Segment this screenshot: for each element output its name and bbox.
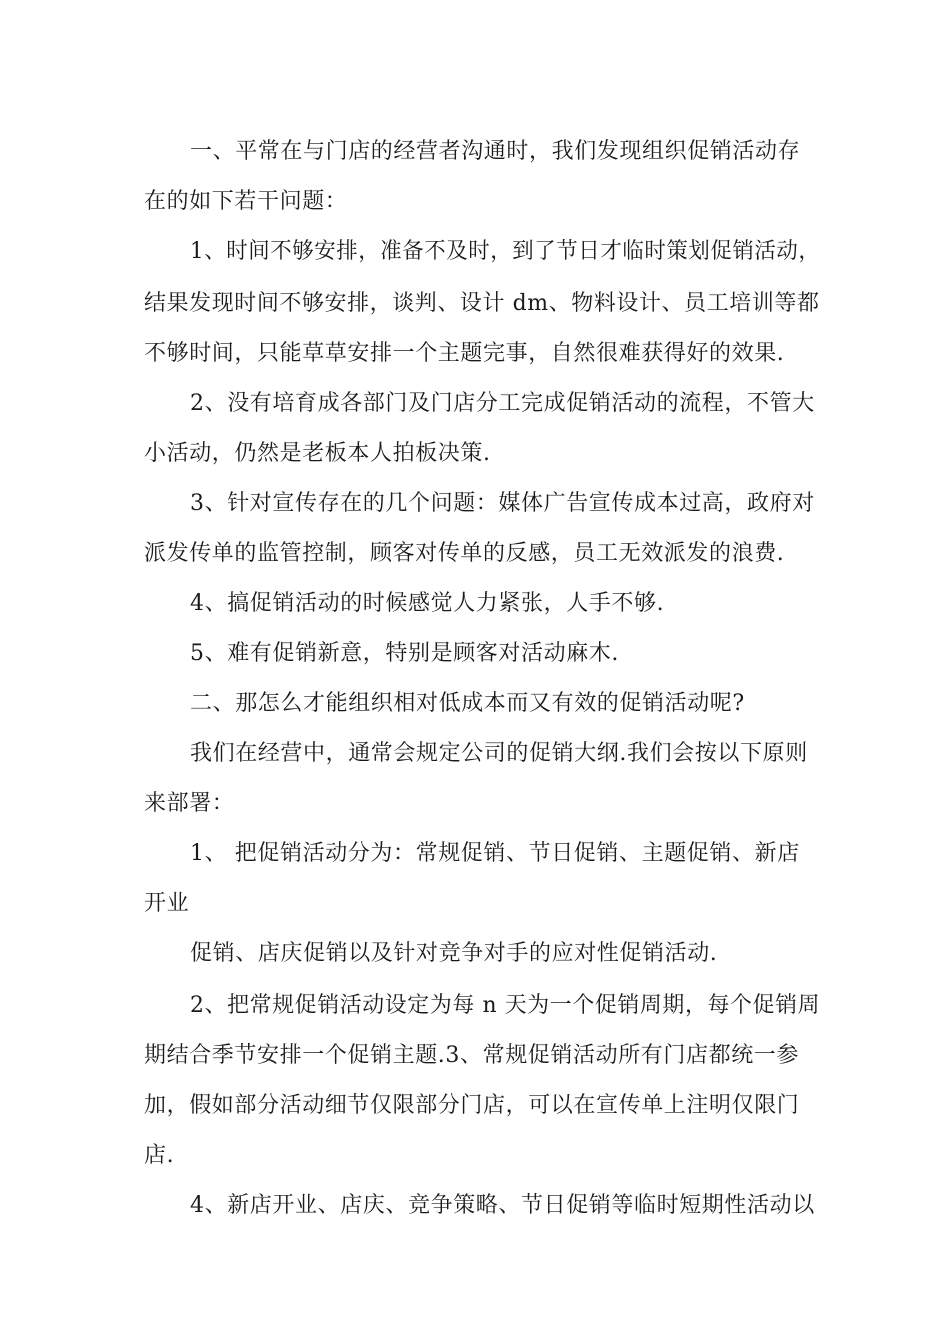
section-heading-1-line-2: 在的如下若干问题： xyxy=(144,189,348,214)
item-1-line-2: 结果发现时间不够安排，谈判、设计 dm、物料设计、员工培训等都 xyxy=(144,291,820,316)
item-2-line-1: 2、没有培育成各部门及门店分工完成促销活动的流程，不管大 xyxy=(190,391,815,416)
rule-2-line-1: 2、把常规促销活动设定为每 n 天为一个促销周期，每个促销周 xyxy=(190,993,821,1018)
rule-2-line-2: 期结合季节安排一个促销主题.3、常规促销活动所有门店都统一参 xyxy=(144,1043,799,1068)
rule-1-line-1: 1、 把促销活动分为：常规促销、节日促销、主题促销、新店 xyxy=(190,841,800,866)
item-3-line-2: 派发传单的监管控制，顾客对传单的反感，员工无效派发的浪费. xyxy=(144,541,785,566)
section-heading-2: 二、那怎么才能组织相对低成本而又有效的促销活动呢? xyxy=(190,691,745,716)
item-3-line-1: 3、针对宣传存在的几个问题：媒体广告宣传成本过高，政府对 xyxy=(190,491,815,516)
item-1-line-3: 不够时间，只能草草安排一个主题完事，自然很难获得好的效果. xyxy=(144,341,785,366)
rule-4-line-1: 4、新店开业、店庆、竞争策略、节日促销等临时短期性活动以 xyxy=(190,1193,815,1218)
rule-3-line-2: 店. xyxy=(144,1143,175,1168)
paragraph-line-1: 我们在经营中，通常会规定公司的促销大纲.我们会按以下原则 xyxy=(190,741,808,766)
item-2-line-2: 小活动，仍然是老板本人拍板决策. xyxy=(144,441,491,466)
rule-1-line-2: 开业 xyxy=(144,891,190,916)
paragraph-line-2: 来部署： xyxy=(144,791,235,816)
rule-3-line-1: 加，假如部分活动细节仅限部分门店，可以在宣传单上注明仅限门 xyxy=(144,1093,800,1118)
rule-1-line-3: 促销、店庆促销以及针对竞争对手的应对性促销活动. xyxy=(190,941,718,966)
item-4-line-1: 4、搞促销活动的时候感觉人力紧张，人手不够. xyxy=(190,591,665,616)
section-heading-1-line-1: 一、平常在与门店的经营者沟通时，我们发现组织促销活动存 xyxy=(190,139,801,164)
item-5-line-1: 5、难有促销新意，特别是顾客对活动麻木. xyxy=(190,641,619,666)
item-1-line-1: 1、时间不够安排，准备不及时，到了节日才临时策划促销活动， xyxy=(190,239,821,264)
